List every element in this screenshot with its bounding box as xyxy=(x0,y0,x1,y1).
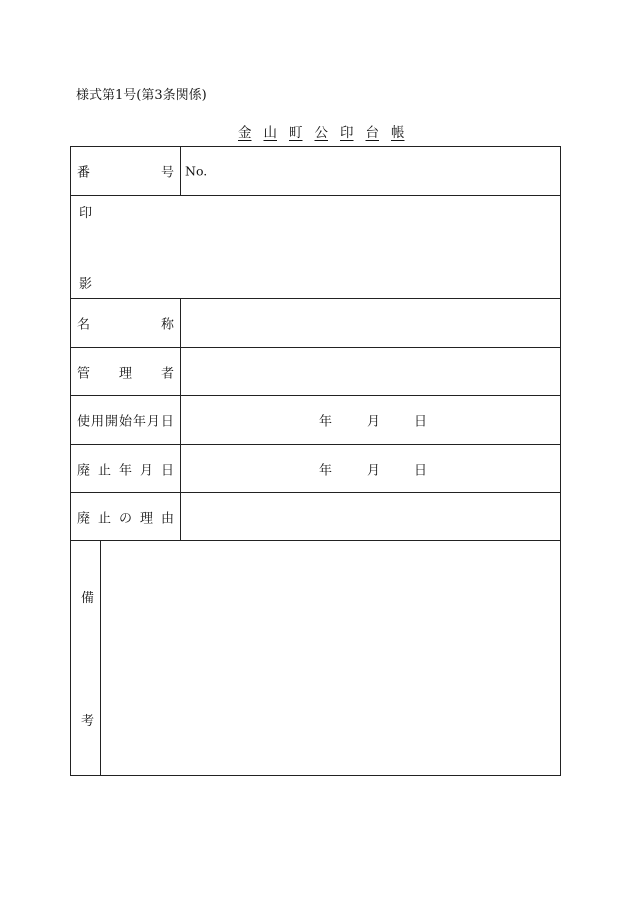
label-number xyxy=(77,162,174,181)
label-char: の xyxy=(118,511,132,526)
label-name xyxy=(77,314,174,333)
label-cell-remarks xyxy=(71,541,101,775)
title-char: 公 xyxy=(314,125,328,141)
title-char: 山 xyxy=(263,125,277,141)
label-char: 番 xyxy=(77,165,91,181)
title-char: 台 xyxy=(365,125,379,141)
label-cell-abolish-date xyxy=(71,445,181,492)
row-remarks xyxy=(71,541,560,775)
row-seal-impression xyxy=(71,196,560,299)
label-abolish-reason xyxy=(77,507,174,526)
label-char: 名 xyxy=(77,317,91,333)
row-manager xyxy=(71,348,560,396)
label-char: 号 xyxy=(160,165,174,181)
label-char: 止 xyxy=(97,463,111,478)
abolish-year-unit: 年 xyxy=(319,463,333,478)
label-char: 年 xyxy=(118,463,132,478)
label-cell-start-date xyxy=(71,396,181,444)
label-char: 用 xyxy=(90,414,104,430)
label-char: 日 xyxy=(160,414,174,430)
row-start-date xyxy=(71,396,560,445)
title-char: 金 xyxy=(238,125,252,141)
number-value[interactable]: No. xyxy=(185,163,208,179)
remarks-label-bottom: 考 xyxy=(81,714,95,729)
start-day-unit: 日 xyxy=(414,414,428,430)
label-char: 理 xyxy=(118,366,132,381)
label-char: 開 xyxy=(104,414,118,430)
label-char: 止 xyxy=(97,511,111,526)
label-char: 称 xyxy=(160,317,174,333)
label-abolish-date xyxy=(77,459,174,478)
start-year-unit: 年 xyxy=(319,414,333,430)
label-char: 者 xyxy=(160,366,174,381)
label-char: 廃 xyxy=(77,511,91,526)
row-abolish-date xyxy=(71,445,560,493)
start-month-unit: 月 xyxy=(367,414,381,430)
label-start-date xyxy=(77,411,174,430)
label-char: 由 xyxy=(160,511,174,526)
label-char: 廃 xyxy=(77,463,91,478)
abolish-month-unit: 月 xyxy=(367,463,381,478)
label-char: 管 xyxy=(77,366,91,381)
remarks-label-top: 備 xyxy=(81,591,95,606)
label-char: 年 xyxy=(132,414,146,430)
label-char: 理 xyxy=(139,511,153,526)
label-manager xyxy=(77,362,174,381)
title-char: 印 xyxy=(340,125,354,141)
row-abolish-reason xyxy=(71,493,560,541)
label-cell-abolish-reason xyxy=(71,493,181,540)
label-cell-name xyxy=(71,299,181,347)
seal-label-bottom: 影 xyxy=(79,277,93,292)
title-char: 町 xyxy=(289,125,303,141)
form-id: 様式第1号(第3条関係) xyxy=(76,88,207,103)
seal-label-top: 印 xyxy=(79,206,93,221)
label-char: 月 xyxy=(139,463,153,478)
label-char: 始 xyxy=(118,414,132,430)
row-name xyxy=(71,299,560,348)
label-char: 使 xyxy=(77,414,91,430)
row-number xyxy=(71,147,560,196)
label-char: 月 xyxy=(146,414,160,430)
label-cell-number xyxy=(71,147,181,195)
ledger-table xyxy=(70,146,561,776)
label-char: 日 xyxy=(160,463,174,478)
label-cell-manager xyxy=(71,348,181,395)
title-char: 帳 xyxy=(391,125,405,141)
ledger-title xyxy=(238,121,405,141)
abolish-day-unit: 日 xyxy=(414,463,428,478)
